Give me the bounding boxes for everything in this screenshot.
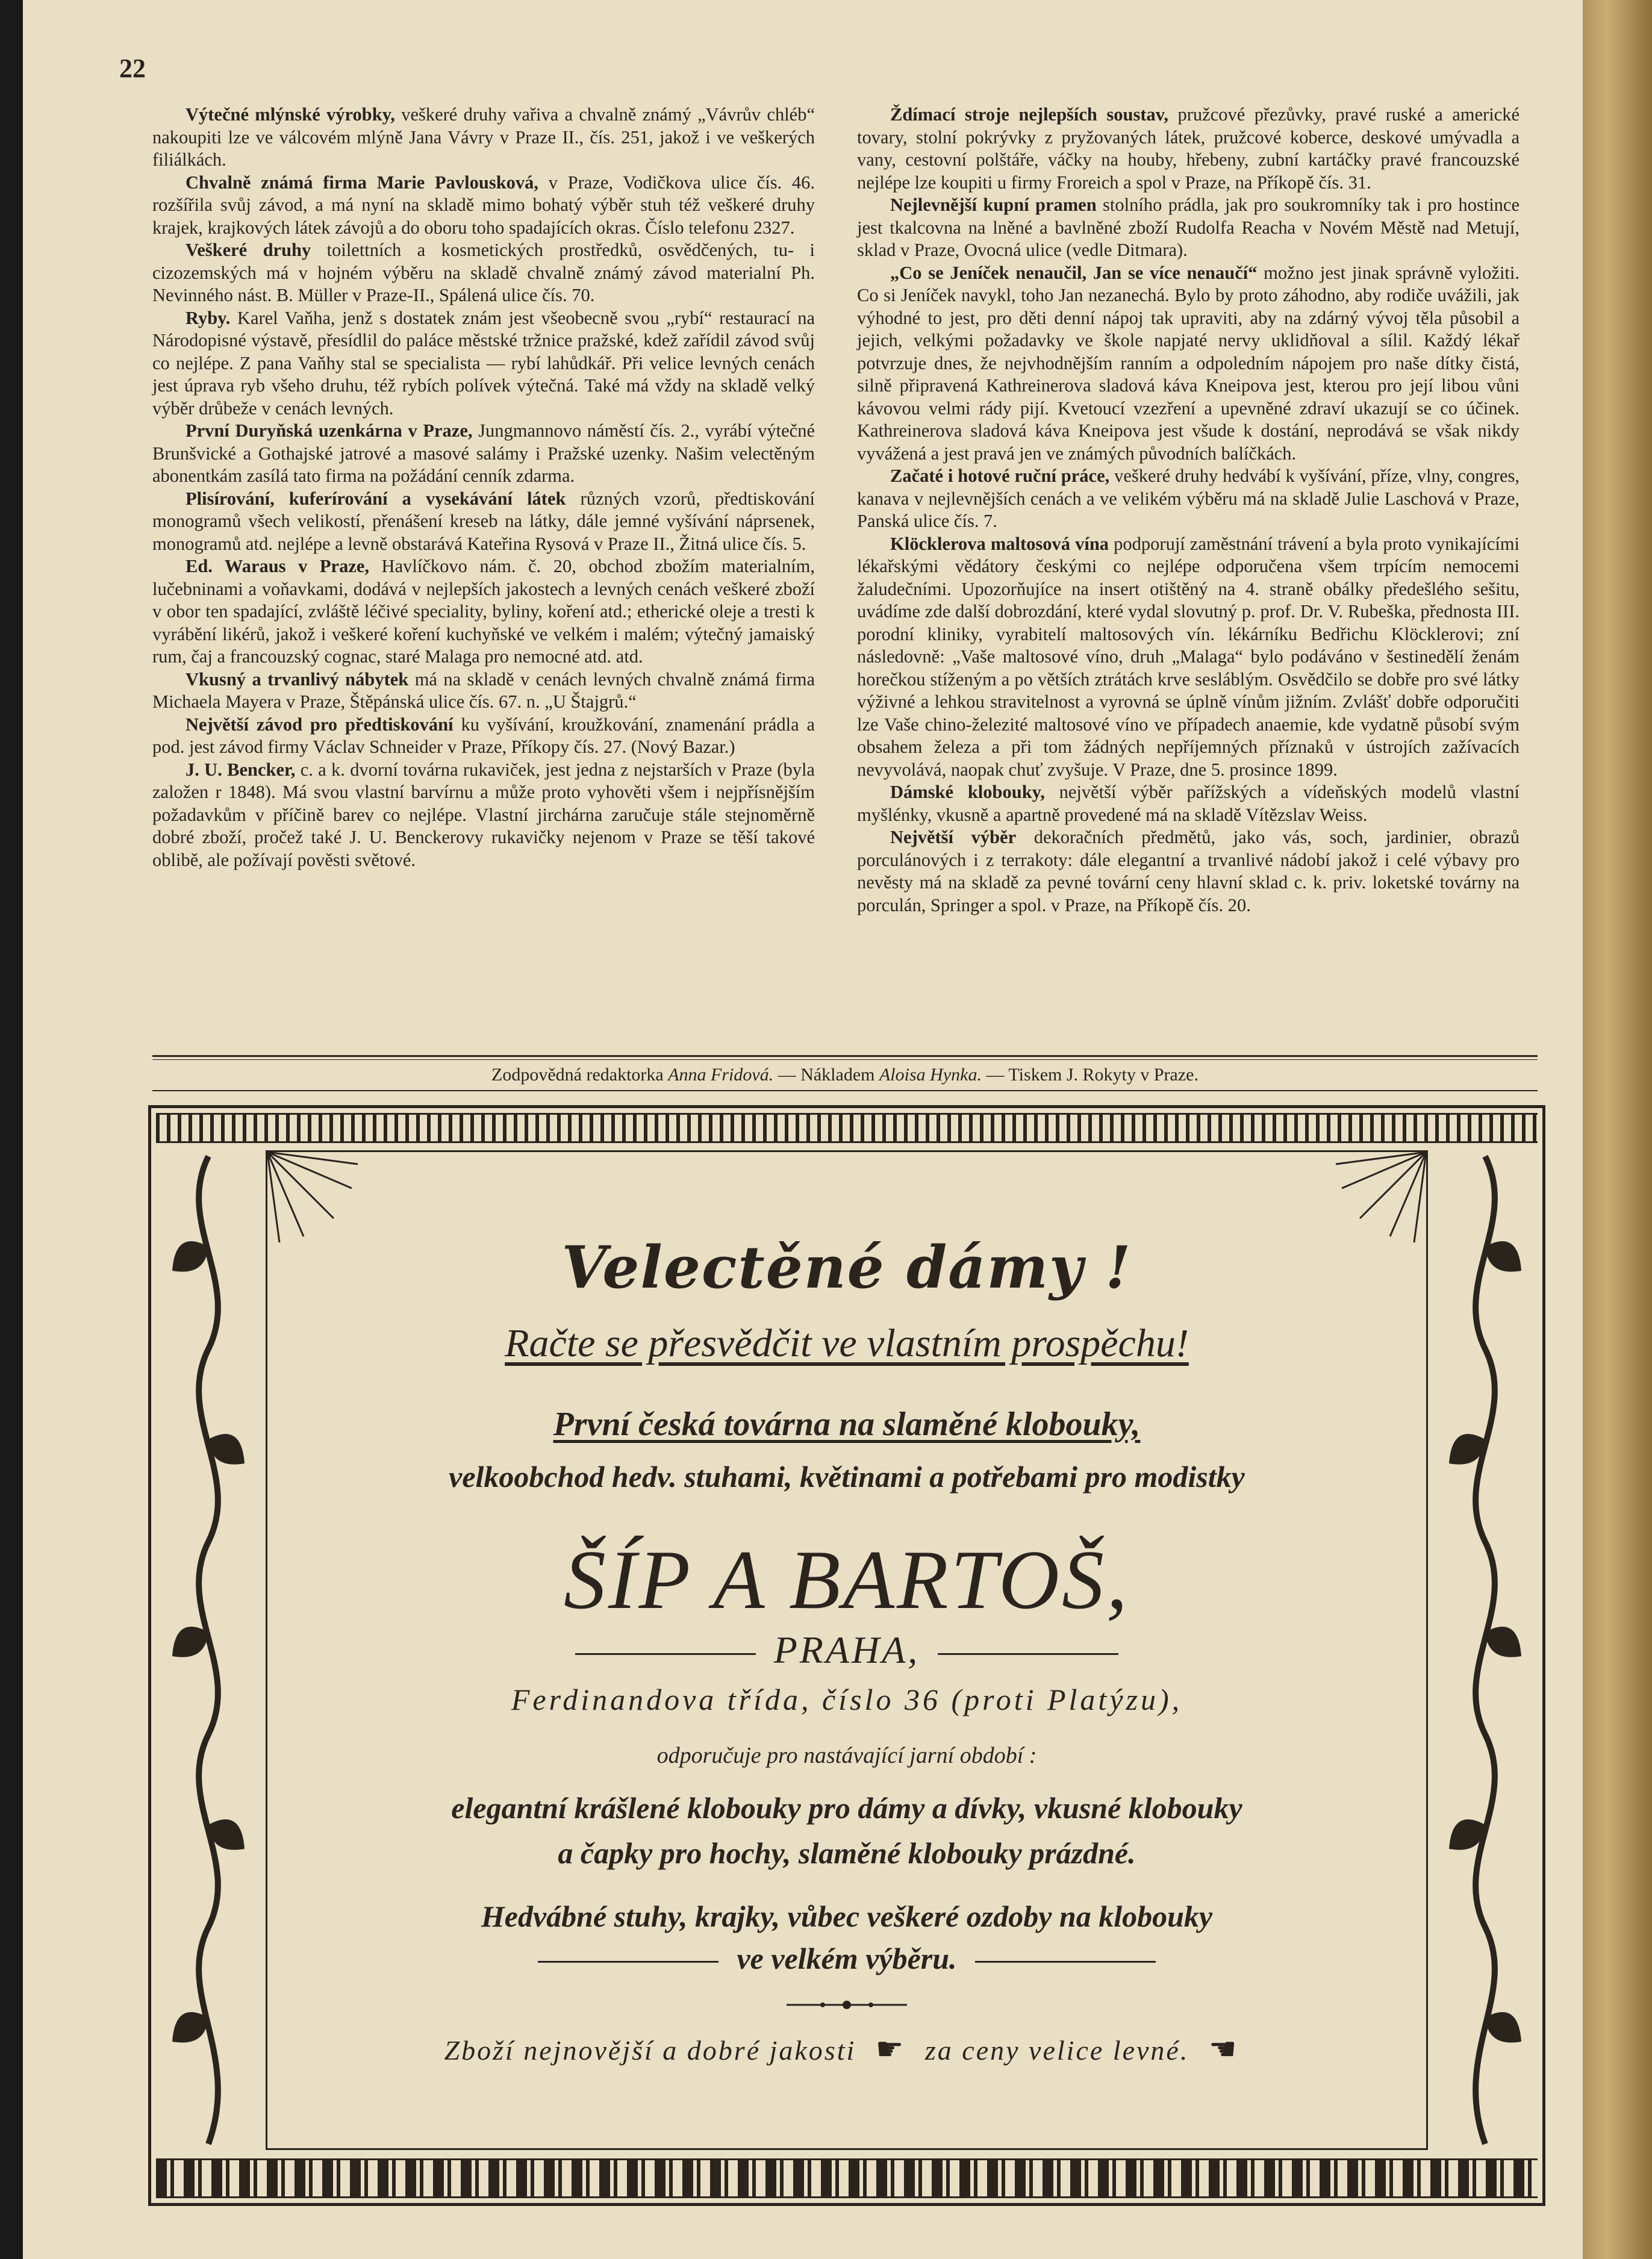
ad-city: PRAHA, bbox=[267, 1628, 1426, 1672]
pointing-hand-icon: ☚ bbox=[1208, 2033, 1239, 2067]
notice-paragraph: Výtečné mlýnské výrobky, veškeré druhy vařiva a chvalně známý „Vávrův chléb“ nakoupiti lze ve válcovém mlýně Jana Vávry v Praze II., čís. 251, jakož i ve veškerých filiálkách. bbox=[152, 104, 815, 170]
advertisement-inner-frame bbox=[266, 1150, 1428, 2150]
notice-paragraph: Veškeré druhy toilettních a kosmetických prostředků, osvědčených, tu- i cizozemských má v hojném výběru na skladě chvalně známý závod materialní Ph. Nevinného nást. B. Müller v Praze-II., Spálená ulice čís. 70. bbox=[152, 240, 815, 305]
advertisement-box bbox=[148, 1105, 1545, 2206]
ad-footer-line: Zboží nejnovější a dobré jakosti ☛ za ceny velice levné. ☚ bbox=[444, 2033, 1239, 2067]
notice-paragraph: J. U. Bencker, c. a k. dvorní továrna rukaviček, jest jedna z nejstarších v Praze (byla založen r 1848). Má svou vlastní barvírnu a může proto vyhověti všem i nejpřísnějším požadavkům v příčině barev co nejlépe. Vlastní jirchárna zaručuje stále stejnoměrně dobré zboží, pročež také J. U. Benckerovy rukavičky nejenom v Praze se těší takové oblibě, ale požívají pověsti světové. bbox=[152, 759, 815, 870]
ornamental-band bbox=[156, 2158, 1538, 2198]
ad-address: Ferdinandova třída, číslo 36 (proti Platýzu), bbox=[511, 1683, 1183, 1716]
ad-factory-line: První česká továrna na slaměné klobouky, bbox=[553, 1406, 1141, 1443]
ad-company-name: ŠÍP A BARTOŠ, bbox=[563, 1533, 1130, 1627]
notice-paragraph: Ryby. Karel Vaňha, jenž s dostatek znám jest všeobecně svou „rybí“ restaurací na Národopisné výstavě, přesídlil do paláce městské tržnice pražské, kdež zařídil závod svůj co nejlépe. Z pana Vaňhy stal se specialista — rybí lahůdkář. Při velice levných cenách jest úprava ryb všeho druhu, též rybích polívek výtečná. Také má vždy na skladě velký výběr drůbeže v cenách levných. bbox=[152, 307, 815, 419]
divider-rule bbox=[152, 1090, 1538, 1091]
ad-offer-line: ve velkém výběru. bbox=[267, 1941, 1426, 1976]
book-edge bbox=[1583, 0, 1652, 2259]
notice-paragraph: Plisírování, kuferírování a vysekávání látek různých vzorů, předtiskování monogramů všech velikostí, přenášení kreseb na látky, dále jemné vyšívání náprsenek, monogramů atd. nejlépe a levně obstarává Kateřina Rysová v Praze II., Žitná ulice čís. 5. bbox=[152, 488, 815, 554]
ad-wholesale-line: velkoobchod hedv. stuhami, květinami a potřebami pro modistky bbox=[449, 1460, 1245, 1494]
notice-paragraph: Vkusný a trvanlivý nábytek má na skladě v cenách levných chvalně známá firma Michaela Mayera v Praze, Štěpánská ulice čís. 67. n. „U Štajgrů.“ bbox=[152, 668, 815, 712]
ad-offer-line: elegantní krášlené klobouky pro dámy a dívky, vkusné klobouky bbox=[451, 1791, 1242, 1825]
divider-rule bbox=[152, 1055, 1538, 1060]
ad-offer-line: Hedvábné stuhy, krajky, vůbec veškeré ozdoby na klobouky bbox=[481, 1899, 1213, 1933]
notice-paragraph: Dámské klobouky, největší výběr pařížských a vídeňských modelů vlastní myšlénky, vkusně a apartně provedené má na skladě Vítězslav Weiss. bbox=[857, 782, 1520, 825]
ornamental-divider bbox=[267, 1995, 1426, 2016]
ornamental-band bbox=[156, 1113, 1538, 1143]
notice-paragraph: Největší výběr dekoračních předmětů, jako vás, soch, jardinier, obrazů porculánových i z terrakoty: dále elegantní a trvanlivé nádobí jakož i celé výbavy pro nevěsty má na skladě za pevné tovární ceny hlavní sklad c. k. priv. loketské továrny na porculán, Springer a spol. v Praze, na Příkopě čís. 20. bbox=[857, 827, 1520, 915]
ad-subheadline: Račte se přesvědčit ve vlastním prospěchu! bbox=[505, 1321, 1189, 1365]
divider-ornament-icon bbox=[787, 1999, 907, 2011]
ad-headline: Velectěné dámy ! bbox=[561, 1233, 1132, 1301]
notice-paragraph: Nejlevnější kupní pramen stolního prádla, jak pro soukromníky tak i pro hostince jest tkalcovna na lněné a bavlněné zboží Rudolfa Reacha v Novém Městě nad Metují, sklad v Praze, Ovocná ulice (vedle Ditmara). bbox=[857, 195, 1520, 260]
notice-paragraph: „Co se Jeníček nenaučil, Jan se více nenaučí“ možno jest jinak správně vyložiti. Co si Jeníček navykl, toho Jan nezanechá. Bylo by proto záhodno, aby rodiče uvážili, jak výhodné to jest, pro děti denní nápoj tak upraviti, aby na zdárný vývoj těla působil a jejich, velkými požadavky ve škole napjaté nervy uklidňoval a sílil. Každý lékař potvrzuje dnes, že nejvhodnějším ranním a odpoledním nápojem pro naše dítky čistá, silně připravená Kathreinerova sladová káva Kneipova jest, kterou pro její libou vůni kávovou velmi rády pijí. Kvetoucí vzezření a upevněné zdraví ukazují se co účinek. Kathreinerova sladová káva Kneipova jest všude k dostání, neprodává se však nikdy vyvážená a jest pravá jen ve známých původních balíčkách. bbox=[857, 262, 1520, 464]
page-number: 22 bbox=[119, 54, 146, 83]
notice-paragraph: Začaté i hotové ruční práce, veškeré druhy hedvábí k vyšívání, příze, vlny, congres, kanava v nejlevnějších cenách a ve velikém výběru má na skladě Julie Laschová v Praze, Panská ulice čís. 7. bbox=[857, 466, 1520, 531]
left-column bbox=[152, 104, 815, 871]
notice-paragraph: Ždímací stroje nejlepších soustav, pružcové přezůvky, pravé ruské a americké tovary, stolní pokrývky z pryžovaných látek, pružcové koberce, deskové umývadla a vany, cestovní polštáře, váčky na houby, hřebeny, zubní kartáčky pravé francouzské nejlépe lze koupiti u firmy Froreich a spol v Praze, na Příkopě čís. 31. bbox=[857, 104, 1520, 193]
pointing-hand-icon: ☛ bbox=[875, 2033, 906, 2067]
ad-recommend-line: odporučuje pro nastávající jarní období : bbox=[656, 1743, 1037, 1768]
notice-paragraph: První Duryňská uzenkárna v Praze, Jungmannovo náměstí čís. 2., vyrábí výtečné Brunšvické a Gothajské jatrové a masové salámy i Pražské uzenky. Našim velectěným abonentkám zasílá tato firma na požádání cenník zdarma. bbox=[152, 420, 815, 486]
page bbox=[23, 0, 1583, 2259]
ad-offer-line: a čapky pro hochy, slaměné klobouky prázdné. bbox=[558, 1836, 1136, 1870]
notice-paragraph: Ed. Waraus v Praze, Havlíčkovo nám. č. 20, obchod zbožím materialním, lučebninami a voňavkami, dodává v nejlepších jakostech a levných cenách veškeré zboží v obor ten spadající, zvláště léčivé speciality, byliny, koření atd.; etherické oleje a tresti k vyrábění likérů, jakož i veškeré koření kuchyňské ve velkém i malém; výtečný jamaiský rum, čaj a francouzský cognac, staré Malaga pro nemocné atd. atd. bbox=[152, 556, 815, 667]
imprint-line: Zodpovědná redaktorka Anna Fridová. — Nákladem Aloisa Hynka. — Tiskem J. Rokyty v Praze. bbox=[491, 1065, 1198, 1085]
notice-paragraph: Klöcklerova maltosová vína podporují zaměstnání trávení a byla proto vynikajícími lékařskými vědátory českými co nejlépe odporučena všem trpícím nemocemi žaludečními. Upozorňujíce na insert otištěný na 4. straně obálky předešlého sešitu, uvádíme zde další dobrozdání, které vydal slovutný p. prof. Dr. V. Rubeška, přednosta III. porodní kliniky, vyrabitelí maltosových vín. lékárníku Bedřichu Klöcklerovi; zní následovně: „Vaše maltosové víno, druh „Malaga“ bylo podáváno v šestinedělí ženám horečkou stíženým a po větších ztrátách krve sesláblým. Osvědčilo se dobře pro své látky výživné a lehkou stravitelnost a vyrovná se úplně vínům jižním. Zvlášť dobře odporučiti lze Vaše chino-železité maltosové víno ve případech anaemie, kde vydatně působí svým obsahem železa a při tom žádných nepříjemných příznaků v ústrojích zažívacích nevyvolává, naopak chuť zvyšuje. V Praze, dne 5. prosince 1899. bbox=[857, 533, 1520, 780]
notice-paragraph: Největší závod pro předtiskování ku vyšívání, kroužkování, znamenání prádla a pod. jest závod firmy Václav Schneider v Praze, Příkopy čís. 27. (Nový Bazar.) bbox=[152, 714, 815, 757]
right-column bbox=[857, 104, 1520, 917]
notice-paragraph: Chvalně známá firma Marie Pavlousková, v Praze, Vodičkova ulice čís. 46. rozšířila svůj závod, a má nyní na skladě mimo bohatý výběr stuh též veškeré druhy krajek, krajkových látek závojů a do oboru toho spadajících okras. Číslo telefonu 2327. bbox=[152, 172, 815, 238]
floral-ornament-icon bbox=[157, 1150, 260, 2150]
floral-ornament-icon bbox=[1434, 1150, 1536, 2150]
